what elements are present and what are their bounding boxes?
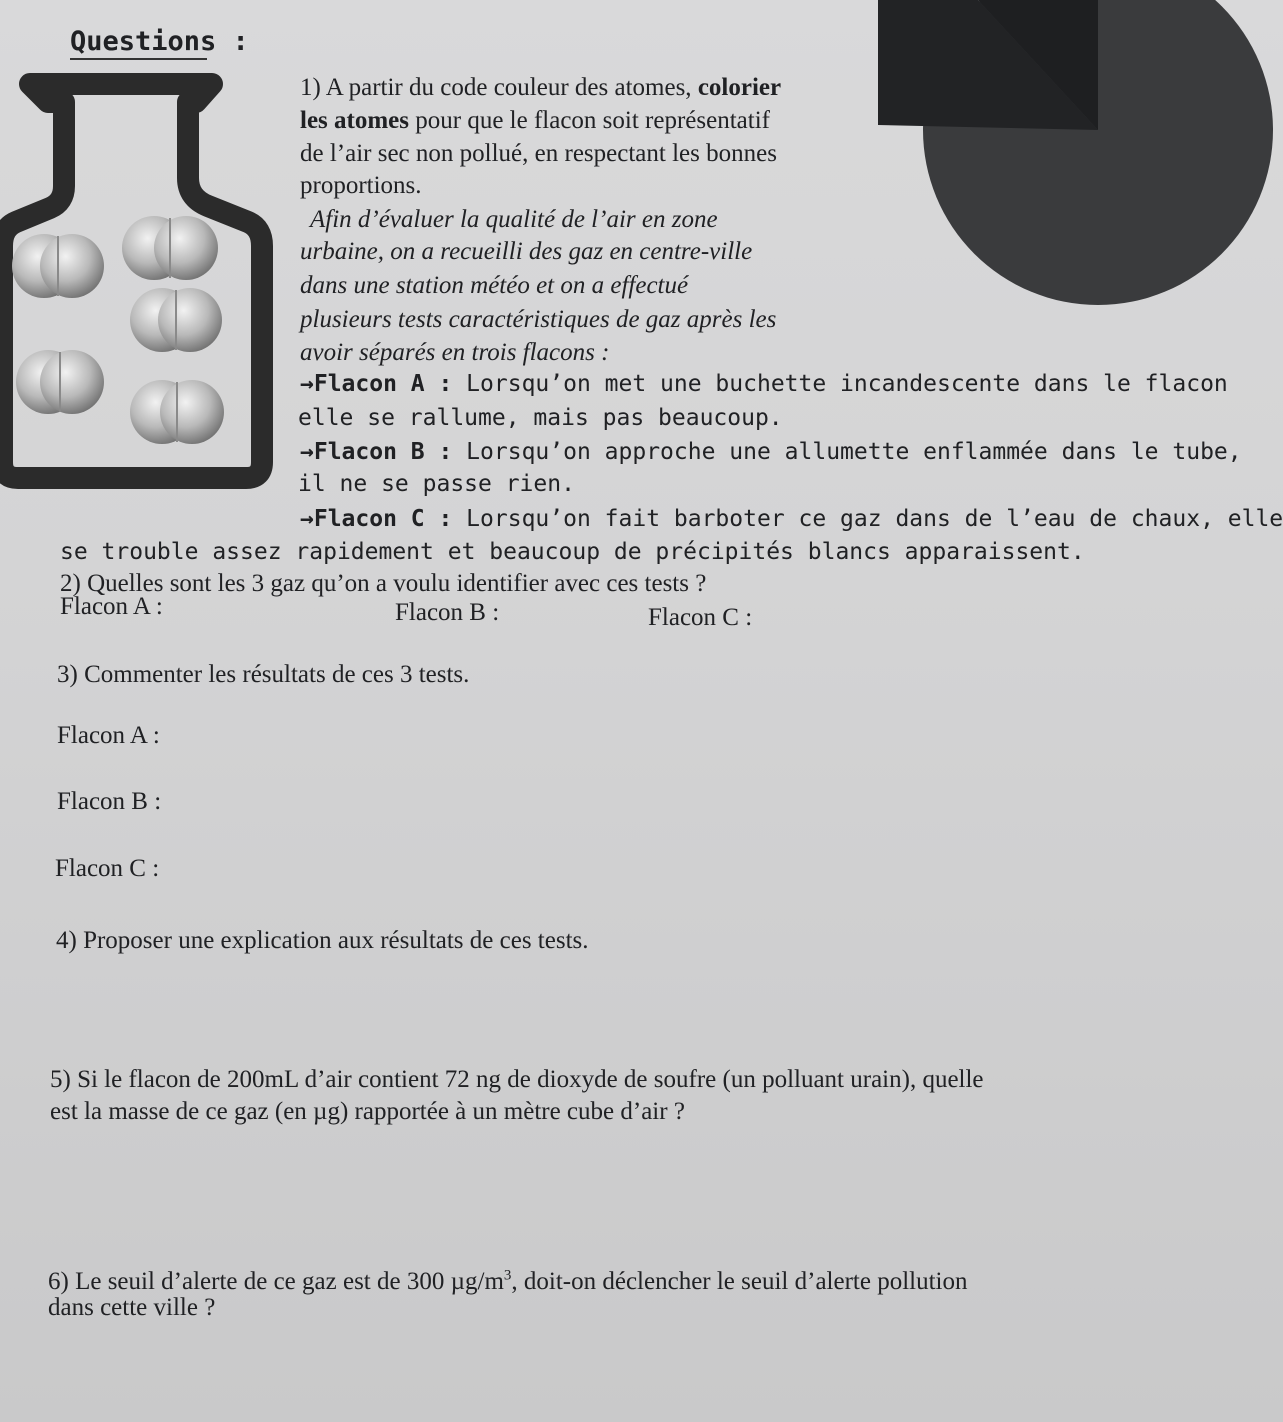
molecule-5 xyxy=(130,380,224,444)
intro-line-5: avoir séparés en trois flacons : xyxy=(300,339,610,366)
questions-title: Questions : xyxy=(70,26,249,57)
q5-line-1: 5) Si le flacon de 200mL d’air contient 72 ng de dioxyde de soufre (un polluant urain), quelle xyxy=(50,1066,984,1093)
intro-line-1: Afin d’évaluer la qualité de l’air en zone xyxy=(310,206,718,233)
q1-line-2: les atomes pour que le flacon soit représentatif xyxy=(300,107,770,134)
q5-line-2: est la masse de ce gaz (en µg) rapportée à un mètre cube d’air ? xyxy=(50,1098,685,1125)
flacon-c-test-line-2: se trouble assez rapidement et beaucoup de précipités blancs apparaissent. xyxy=(60,539,1085,565)
q1-line-4: proportions. xyxy=(300,172,422,199)
flacon-a-test-line-2: elle se rallume, mais pas beaucoup. xyxy=(298,405,783,431)
q3-text: 3) Commenter les résultats de ces 3 tests. xyxy=(57,661,470,688)
pie-chart xyxy=(878,0,1161,305)
title-underline xyxy=(70,58,207,60)
q3-flacon-c: Flacon C : xyxy=(55,855,160,882)
q2-flacon-a: Flacon A : xyxy=(60,593,163,620)
q3-flacon-a: Flacon A : xyxy=(57,722,160,749)
molecule-1 xyxy=(12,234,104,298)
flacon-c-test-line-1: →Flacon C : Lorsqu’on fait barboter ce gaz dans de l’eau de chaux, elle xyxy=(300,506,1283,532)
flacon-b-test-line-1: →Flacon B : Lorsqu’on approche une allumette enflammée dans le tube, xyxy=(300,439,1242,465)
molecule-2 xyxy=(122,216,218,280)
flacon-a-test-line-1: →Flacon A : Lorsqu’on met une buchette incandescente dans le flacon xyxy=(300,371,1228,397)
q1-line-3: de l’air sec non pollué, en respectant les bonnes xyxy=(300,140,777,167)
intro-line-2: urbaine, on a recueilli des gaz en centre-ville xyxy=(300,238,753,265)
q6-line-2: dans cette ville ? xyxy=(48,1294,216,1321)
q4-text: 4) Proposer une explication aux résultats de ces tests. xyxy=(56,927,589,954)
q6-line-1: 6) Le seuil d’alerte de ce gaz est de 300 $\mu g/m^3$, doit-on déclencher le seuil d’alerte pollution xyxy=(48,1267,968,1295)
flacon-b-test-line-2: il ne se passe rien. xyxy=(298,471,575,497)
molecule-4 xyxy=(16,350,104,414)
intro-line-3: dans une station météo et on a effectué xyxy=(300,272,689,299)
intro-line-4: plusieurs tests caractéristiques de gaz après les xyxy=(300,306,777,333)
q2-flacon-b: Flacon B : xyxy=(395,599,500,626)
flask-illustration xyxy=(0,70,275,520)
q2-text: 2) Quelles sont les 3 gaz qu’on a voulu identifier avec ces tests ? xyxy=(60,570,707,597)
q3-flacon-b: Flacon B : xyxy=(57,788,162,815)
molecule-3 xyxy=(130,288,222,352)
q1-line-1: 1) A partir du code couleur des atomes, colorier xyxy=(300,74,782,101)
q2-flacon-c: Flacon C : xyxy=(648,604,753,631)
